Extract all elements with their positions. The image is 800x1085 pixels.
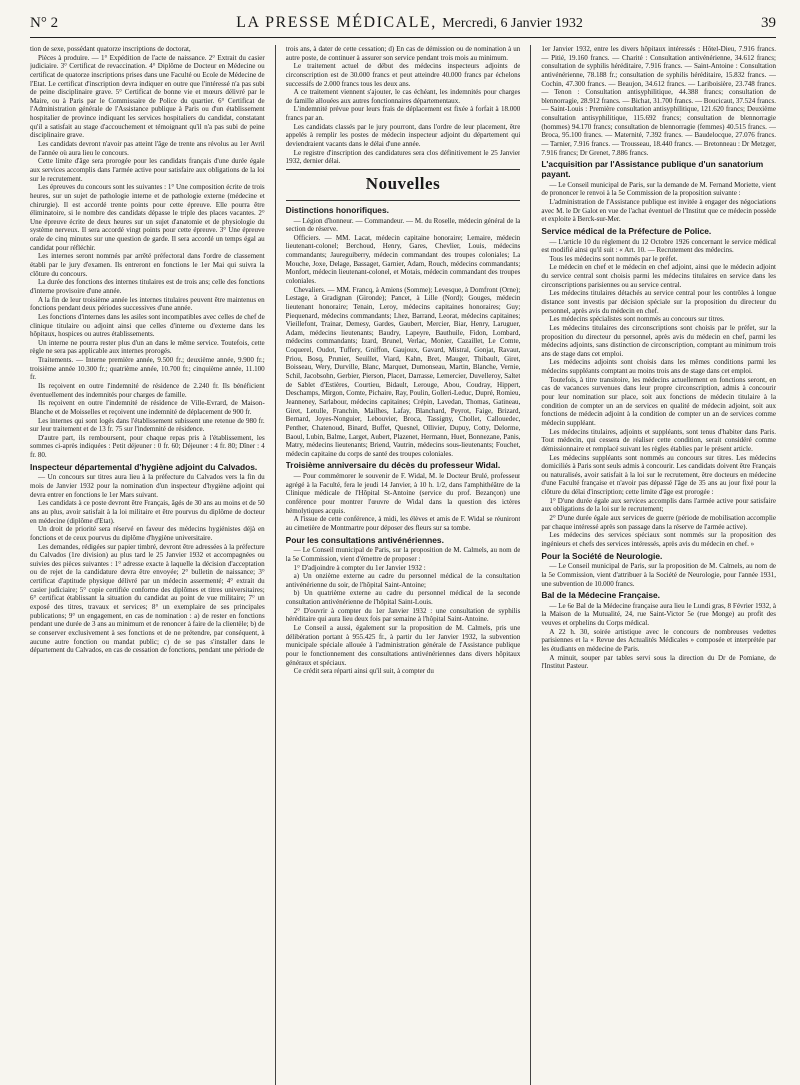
article-paragraph: Les candidats devront n'avoir pas atteint l'âge de trente ans révolus au 1er Avril de l'année où aura lieu le concours. — [30, 140, 265, 157]
article-paragraph: Toutefois, à titre transitoire, les médecins actuellement en fonctions seront, en cas de vacances survenues dans leur propre circonscription, admis à concourir pour leur nomination sur place, soit aux fonctions de médecin titulaire à la condition de compter un an de services en qualité de médecin adjoint, soit aux fonctions de médecin adjoint à la condition de compter un an de services comme médecin suppléant. — [541, 375, 776, 427]
article-paragraph: Ils reçoivent en outre l'indemnité de résidence de 2.240 fr. Ils bénéficient éventuellement des indemnités pour charges de famille. — [30, 381, 265, 399]
article-heading: Service médical de la Préfecture de Police. — [541, 225, 712, 236]
article-paragraph: tion de sexe, possédant quatorze inscriptions de doctorat, — [30, 45, 191, 53]
article-paragraph: b) Un quatrième externe au cadre du personnel médical de la seconde consultation antivénérienne de l'hôpital Saint-Louis. — [285, 589, 521, 607]
article-paragraph: — Pour commémorer le souvenir de F. Widal, M. le Docteur Brulé, professeur agrégé à la Faculté, fera le jeudi 14 Janvier, à 10 h. 1/2, dans l'amphithéâtre de la Clinique médicale de l'Hôpital St-Antoine (service du prof. Bezançon) une conférence pour montrer l'œuvre de Widal dans la question des ictères hémolytiques acquis. — [285, 472, 521, 515]
masthead-title: LA PRESSE MÉDICALE, — [236, 14, 437, 31]
column-divider — [530, 45, 531, 1085]
article-paragraph: 2° D'une durée égale aux services de guerre (période de mobilisation accomplie par chaque intéressé après son passage dans la réserve de l'armée active). — [541, 514, 776, 531]
article-heading: Troisième anniversaire du décès du professeur Widal. — [285, 460, 501, 471]
article-paragraph: Traitements. — Interne première année, 9.500 fr.; deuxième année, 9.900 fr.; troisième année 10.300 fr.; quatrième année, 10.700 fr.; cinquième année, 11.100 fr. — [30, 356, 265, 382]
article-paragraph: Les médecins spécialistes sont nommés au concours sur titres. — [549, 315, 725, 324]
column-right — [541, 45, 776, 1085]
article-paragraph: Un interne ne pourra rester plus d'un an dans le même service. Toutefois, cette règle ne sera pas applicable aux internes prorogés. — [30, 338, 265, 356]
article-paragraph: Les fonctions d'internes dans les asiles sont incompatibles avec celles de chef de clinique titulaire ou adjoint ainsi que celles d'interne ou d'externe dans les hôpitaux, hospices ou autres établissements. — [30, 312, 265, 339]
article-paragraph: A la fin de leur troisième année les internes titulaires peuvent être maintenus en fonctions pendant deux périodes successives d'une année. — [30, 295, 265, 313]
article-paragraph: Le médecin en chef et le médecin en chef adjoint, ainsi que le médecin adjoint du service central sont choisis parmi les médecins titulaires en service dans les circonscriptions parisiennes ou au service central. — [541, 263, 776, 289]
article-paragraph: Les médecins suppléants sont nommés au concours sur titres. Les médecins domiciliés à Paris sont seuls admis à concourir. Les candidats doivent être Français ou naturalisés, avoir satisfait à la loi sur le recrutement, être docteurs en médecine d'une Faculté française et n'avoir pas dépassé l'âge de 35 ans au jour fixé pour la clôture du délai d'inscription; cette limite d'âge est prorogée : — [541, 453, 776, 497]
article-paragraph: a) Un onzième externe au cadre du personnel médical de la consultation antivénérienne du soir, de l'hôpital Saint-Antoine; — [285, 572, 521, 589]
article-heading: Distinctions honorifiques. — [285, 204, 389, 215]
article-paragraph: A minuit, souper par tables servi sous la direction du Dr de Pomiane, de l'Institut Pasteur. — [541, 653, 776, 671]
article-paragraph: Les internes qui sont logés dans l'établissement subissent une retenue de 980 fr. sur leur traitement et de 13 fr. 75 sur l'indemnité de résidence. — [30, 416, 265, 434]
article-paragraph: 1° D'adjoindre à compter du 1er Janvier 1932 : — [293, 563, 426, 572]
article-paragraph: Officiers. — MM. Lacat, médecin capitaine honoraire; Lemaire, médecin lieutenant-colonel; Berchoud, Henry, Gares, Chevlier, Louis, médecins commandants; Jaureguiberry, médecin commandant des troupes coloniales; La Mouche, Joxe, Delage, Bassaget, Garnier, Adam, Rouch, médecins commandants; Monfort, médecin lieutenant-colonel, et Motais, médecin commandant des troupes coloniales. — [285, 233, 521, 285]
article-paragraph: — L'article 10 du règlement du 12 Octobre 1926 concernant le service médical est modifié ainsi qu'il suit : « Art. 10. — Recrutement des médecins. — [541, 237, 776, 255]
article-paragraph: Chevaliers. — MM. Francq, à Amiens (Somme); Levesque, à Domfront (Orne); Lestage, à Gradignan (Gironde); Pancet, à Lille (Nord); Gouges, médecin lieutenant honoraire; Tenain, Leroy, médecins capitaines honoraires; Guy; Piequenard, médecins commandants; Lhez, Barrand, Leorat, médecins capitaines; Vieillefont, Trainar, Demesy, Gardes, Gaubert, Mercier, Biar, Henry, Laruguer, Adam, médecins lieutenants; Baudry, Lapeyre, Bauthuile, Fidon, Lombard, médecins commandants; Izard, Brunel, Verlac, Monier, Cazaillet, Le Comte, Coquerel, Oudot, Tuffery, Gniffon, Gaujoux, Gavard, Mistral, Gonjat, Ravaut, Priou, Bosq, Prunier, Seuillet, Viard, Kahn, Bret, Mauger, Thibault, Giret, Boisseau, Wery, Durville, Blanc, Marquet, Dumonseau, Martin, Blanche, Vernie, Schil, Jacobsohn, Gerbier, Pierson, Placet, Darrasse, Lemercier, Duvelleroy, Saltet de Sablet d'Estières, Courtieu, Bidault, Lerouge, Abou, Coudray, Hippert, Deschamps, Mirgon, Comte, Pichaire, Ray, Poulin, Golleri-Leduc, Dupré, Romieu, Jeanneney, Sarlabour, médecins capitaines; Crépin, Lavedan, Thomas, Gatineau, Giret, Letulle, Franchin, Mailhes, Lafay, Blanchard, Peyrot, Faige, Brizard, Bernard, Joyes-Nonguier, Lebouvier, Broca, Tassigny, Chollet, Callouedec, Penther, Chatenoud, Binard, Buffet, Quesnel, Ollivier, Dupuy, Cotty, Delorme, Baoul, Lubin, Balme, Larget, Aubert, Plazenet, Hermann, Huet, Bonnezane, Panis, Matry, médecins lieutenants; Briend, Vautrin, médecins sous-lieutenants; Fouchet, médecin capitaine du corps de santé des troupes coloniales. — [285, 285, 521, 458]
article-paragraph: L'indemnité prévue pour leurs frais de déplacement est fixée à forfait à 18.000 francs par an. — [285, 105, 521, 123]
article-paragraph: — Le Conseil municipal de Paris, sur la proposition de M. Calmels, au nom de la 5e Commission, vient d'émettre de proposer : — [285, 546, 521, 563]
article-heading: Inspecteur départemental d'hygiène adjoint du Calvados. — [30, 461, 258, 472]
article-paragraph: A ce traitement viennent s'ajouter, le cas échéant, les indemnités pour charges de famille allouées aux autres fonctionnaires départementaux. — [285, 88, 521, 105]
masthead — [236, 14, 583, 32]
issue-date: Mercredi, 6 Janvier 1932 — [442, 16, 583, 31]
article-paragraph: Le traitement actuel de début des médecins inspecteurs adjoints de circonscription est de 30.000 francs et peut atteindre 40.000 francs par échelons successifs de 2.000 francs tous les deux ans. — [285, 62, 521, 88]
article-paragraph: L'administration de l'Assistance publique est invitée à engager des négociations avec M. le Dr Galot en vue de l'achat éventuel de l'Institut que ce médecin possède et exploite à Berck-sur-Mer. — [541, 197, 776, 224]
article-paragraph: trois ans, à dater de cette cessation; d) En cas de démission ou de nomination à un autre poste, de continuer à assurer son service pendant trois mois au minimum. — [285, 45, 521, 62]
column-left — [30, 45, 265, 1085]
article-paragraph: Les médecins titulaires, adjoints et suppléants, sont tenus d'habiter dans Paris. Tout médecin, qui cessera de réaliser cette condition, serait considéré comme démissionnaire et remplacé suivant les règles établies par le présent article. — [541, 427, 776, 453]
article-paragraph: Le registre d'inscription des candidatures sera clos définitivement le 25 Janvier 1932, dernier délai. — [285, 148, 521, 166]
article-paragraph: — Le Conseil municipal de Paris, sur la demande de M. Fernand Moriette, vient de prononcer le renvoi à la 5e Commission de la proposition suivante : — [541, 180, 776, 198]
article-paragraph: Les candidats classés par le jury pourront, dans l'ordre de leur placement, être appelés à remplir les postes de médecin inspecteur adjoint du département qui deviendraient vacants dans le délai d'une année. — [285, 122, 521, 149]
article-paragraph: Les demandes, rédigées sur papier timbré, devront être adressées à la préfecture du Calvados (1re division) au plus tard le 25 Janvier 1932 et accompagnées ou suivies des pièces suivantes : 1° adresse exacte à laquelle la décision d'acceptation ou de rejet de la candidature devra être envoyée; 2° bulletin de naissance; 3° certificat d'aptitude physique délivré par un médecin assermenté; 4° extrait du casier judiciaire; 5° copie certifiée conforme des diplômes et titres universitaires; 6° certificat établissant la situation du candidat au point de vue militaire; 7° un exposé des titres, travaux et services; 8° un exemplaire de ses principales publications; 9° un engagement, en cas de nomination : a) de rester en fonctions pendant une durée de 3 ans au minimum et de renoncer à faire de la clientèle; b) de se conserver exclusivement à ses fonctions et de ne prétendre, par conséquent, à aucune autre fonction ou mandat public; c) de se pas s'installer dans le département du Calvados, en cas de cessation de fonctions, pendant une période de — [30, 542, 265, 655]
article-heading: L'acquisition par l'Assistance publique d'un sanatorium payant. — [541, 159, 764, 179]
article-paragraph: Les internes seront nommés par arrêté préfectoral dans l'ordre de classement établi par le jury d'examen. Ils entreront en fonctions le 1er Mai qui suivra la clôture du concours. — [30, 252, 265, 278]
page-folio: 39 — [761, 15, 776, 31]
article-paragraph: Tous les médecins sont nommés par le préfet. — [549, 254, 678, 263]
article-paragraph: Les médecins des services spéciaux sont nommés sur la proposition des ingénieurs et chefs des services intéressés, après avis du médecin en chef. » — [541, 531, 776, 548]
article-paragraph: Les médecins adjoints sont choisis dans les mêmes conditions parmi les médecins suppléants comptant au moins trois ans de stage dans cet emploi. — [541, 358, 776, 376]
article-heading: Pour les consultations antivénériennes. — [285, 534, 444, 545]
article-paragraph: Un droit de priorité sera réservé en faveur des médecins hygiénistes déjà en fonctions et de ceux pourvus du diplôme d'hygiène universitaire. — [30, 525, 265, 542]
article-heading: Pour la Société de Neurologie. — [541, 550, 663, 561]
article-heading: Bal de la Médecine Française. — [541, 590, 661, 601]
article-paragraph: 1er Janvier 1932, entre les divers hôpitaux intéressés : Hôtel-Dieu, 7.916 francs. — Pitié, 19.160 francs. — Charité : Consultation antivénérienne, 34.612 francs; consultation de syphilis héréditaire, 7.916 francs. — Saint-Antoine : Consultation antivénérienne, 78.188 fr.; consultation de syphilis héréditaire, 15.832 francs. — Cochin, 47.300 francs. — Beaujon, 34.612 francs. — Lariboisière, 23.748 francs. — Tenon : Consultation antisyphilitique, 44.388 francs; consultation de blennorragie, 28.912 francs. — Bichat, 31.700 francs. — Boucicaut, 37.524 francs. — Saint-Louis : Première consultation antisyphilitique, 121.620 francs; Deuxième consultation antisyphilitique, 115.692 francs; consultation de blennorragie (hommes) 94.170 francs; consultation de blennorragie (femmes) 40.515 francs. — Broca, 95.100 francs. — Maternité, 7.392 francs. — Baudelocque, 27.076 francs. — Tarnier, 7.916 francs. — Trousseau, 18.440 francs. — Bretonneau : Dr Metzger, 7.916 francs; Dr Grenet, 7.886 francs. — [541, 45, 776, 157]
article-paragraph: — Un concours sur titres aura lieu à la préfecture du Calvados vers la fin du mois de Janvier 1932 pour la nomination d'un inspecteur d'hygiène adjoint qui devra entrer en fonctions le 1er Mars suivant. — [30, 473, 265, 499]
article-paragraph: — Légion d'honneur. — Commandeur. — M. du Roselle, médecin général de la section de réserve. — [285, 216, 521, 234]
article-columns — [30, 45, 776, 1085]
article-paragraph: A l'issue de cette conférence, à midi, les élèves et amis de F. Widal se réuniront au cimetière de Montmartre pour déposer des fleurs sur sa tombe. — [285, 515, 521, 532]
article-paragraph: — Le Conseil municipal de Paris, sur la proposition de M. Calmels, au nom de la 5e Commission, vient d'attribuer à la Société de Neurologie, pour l'année 1931, une subvention de 10.000 francs. — [541, 562, 776, 588]
article-paragraph: Ce crédit sera réparti ainsi qu'il suit, à compter du — [293, 667, 434, 676]
column-divider — [275, 45, 276, 1085]
article-paragraph: 2° D'ouvrir à compter du 1er Janvier 1932 : une consultation de syphilis héréditaire qui aura lieu deux fois par semaine à l'hôpital Saint-Antoine. — [285, 606, 521, 624]
section-title: Nouvelles — [286, 169, 521, 201]
column-middle — [286, 45, 521, 1085]
article-paragraph: 1° D'une durée égale aux services accomplis dans l'armée active pour satisfaire aux obligations de la loi sur le recrutement; — [541, 496, 776, 514]
article-paragraph: — Le 6e Bal de la Médecine française aura lieu le Lundi gras, 8 Février 1932, à la Maison de la Mutualité, 24, rue Saint-Victor 5e (rue Monge) au profit des veuves et orphelins du Corps médical. — [541, 601, 776, 628]
article-paragraph: Ils reçoivent en outre l'indemnité de résidence de Ville-Evrard, de Maison-Blanche et de Moisselles et reçoivent une indemnité de déplacement de 900 fr. — [30, 399, 265, 416]
article-paragraph: A 22 h. 30, soirée artistique avec le concours de nombreuses vedettes parisiennes et la « Revue des Actualités Médicales » composée et interprétée par les étudiants en médecine de Paris. — [541, 627, 776, 653]
issue-number: N° 2 — [30, 15, 59, 31]
article-paragraph: La durée des fonctions des internes titulaires est de trois ans; celle des fonctions d'interne provisoire d'une année. — [30, 278, 265, 295]
article-paragraph: Pièces à produire. — 1° Expédition de l'acte de naissance. 2° Extrait du casier judiciaire. 3° Certificat de revaccination. 4° Diplôme de Docteur en Médecine ou certificat de quatorze inscriptions prises dans une Faculté ou Ecole de Médecine de l'Etat. Le certificat d'inscription devra indiquer en outre que l'intéressé n'a pas subi de peine disciplinaire grave. 5° Certificat de bonne vie et mœurs délivré par le Maire, ou à Paris par le Commissaire de Police du quartier. 6° Certificat de l'Administration générale de l'Assistance publique à Paris ou d'un établissement hospitalier de province indiquant les services hospitaliers du candidat, constatant qu'il a satisfait au stage d'accouchement et témoignant qu'il n'a pas subi de peine disciplinaire grave. — [30, 53, 265, 140]
article-paragraph: Le Conseil a aussi, également sur la proposition de M. Calmels, pris une délibération portant à 955.425 fr., à partir du 1er Janvier 1932, la subvention municipale spéciale allouée à l'administration générale de l'Assistance publique pour le fonctionnement des consultations antivénériennes dans divers hôpitaux généraux et spéciaux. — [285, 624, 521, 667]
article-paragraph: D'autre part, ils remboursent, pour chaque repas pris à l'établissement, les sommes ci-après indiquées : Petit déjeuner : 0 fr. 60; Déjeuner : 4 fr. 80; Dîner : 4 fr. 80. — [30, 433, 265, 460]
article-paragraph: Les candidats à ce poste devront être Français, âgés de 30 ans au moins et de 50 ans au plus, avoir satisfait à la loi militaire et être pourvus du diplôme de docteur en médecine (diplôme d'Etat). — [30, 499, 265, 525]
page-header — [30, 14, 776, 38]
article-paragraph: Les médecins titulaires détachés au service central pour les contrôles à longue distance sont investis par décision spéciale sur la proposition du directeur du personnel, après avis du médecin en chef. — [541, 289, 776, 315]
article-paragraph: Cette limite d'âge sera prorogée pour les candidats français d'une durée égale aux services accomplis dans l'armée active pour satisfaire aux obligations de la loi sur le recrutement. — [30, 157, 265, 183]
article-paragraph: Les médecins titulaires des circonscriptions sont choisis par le préfet, sur la proposition du directeur du personnel, après avis du médecin en chef, parmi les médecins adjoints, sans distinction de circonscription, comptant au minimum trois ans de stage dans cet emploi. — [541, 323, 776, 358]
article-paragraph: Les épreuves du concours sont les suivantes : 1° Une composition écrite de trois heures, sur un sujet de pathologie interne et de pathologie externe (médecine et chirurgie). Il est accordé trente points pour cette épreuve. Elle pourra être éliminatoire, si le nombre des candidats dépasse le triple des places vacantes. 2° Une épreuve écrite de deux heures sur un sujet d'anatomie et de physiologie du système nerveux. Il sera accordé vingt points pour cette épreuve. 3° Une épreuve orale de cinq minutes sur une question de garde. Il sera accordé un temps égal au candidat pour réfléchir. — [30, 183, 265, 252]
